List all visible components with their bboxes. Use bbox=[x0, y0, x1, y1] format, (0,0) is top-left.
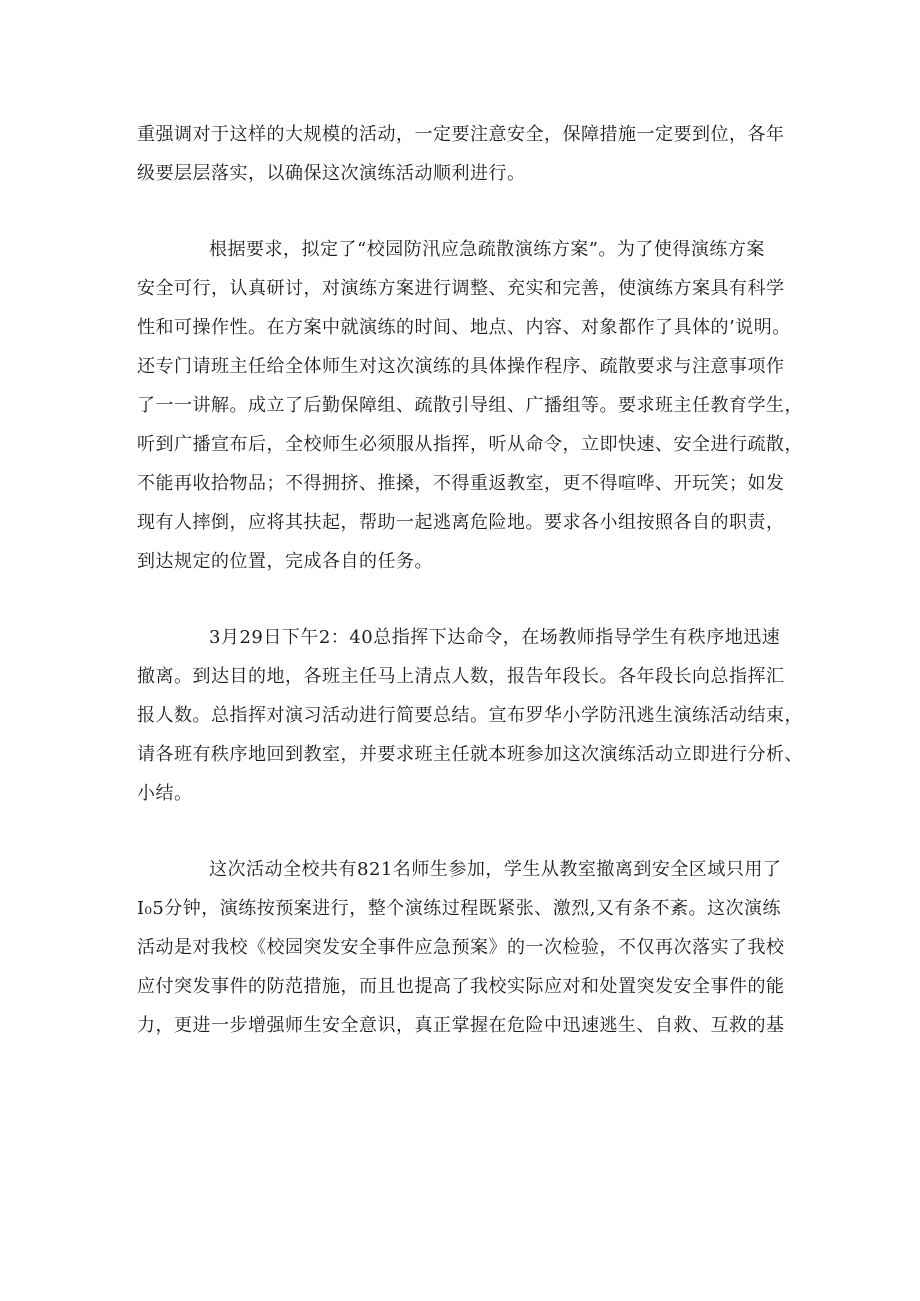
text-line: 活动是对我校《校园突发安全事件应急预案》的一次检验，不仅再次落实了我校 bbox=[137, 937, 785, 958]
paragraph-2 bbox=[137, 230, 817, 581]
text-line: 小结。 bbox=[137, 783, 193, 804]
paragraph-4 bbox=[137, 850, 817, 1045]
text-line: 请各班有秩序地回到教室，并要求班主任就本班参加这次演练活动立即进行分析、 bbox=[137, 744, 803, 765]
text-line: 级要层层落实，以确保这次演练活动顺利进行。 bbox=[137, 163, 526, 184]
text-line: 重强调对于这样的大规模的活动，一定要注意安全，保障措施一定要到位，各年 bbox=[137, 124, 785, 145]
paragraph-1 bbox=[137, 115, 817, 193]
text-line: 应付突发事件的防范措施，而且也提高了我校实际应对和处置突发安全事件的能 bbox=[137, 976, 785, 997]
text-line: 安全可行，认真研讨，对演练方案进行调整、充实和完善，使演练方案具有科学 bbox=[137, 278, 785, 299]
paragraph-3 bbox=[137, 618, 817, 813]
text-line: 听到广播宣布后，全校师生必须服从指挥，听从命令，立即快速、安全进行疏散， bbox=[137, 434, 803, 455]
text-line: 3月29日下午2：40总指挥下达命令，在场教师指导学生有秩序地迅速 bbox=[209, 627, 781, 648]
text-line: 报人数。总指挥对演习活动进行简要总结。宣布罗华小学防汛逃生演练活动结束， bbox=[137, 705, 803, 726]
text-line: 根据要求，拟定了“校园防汛应急疏散演练方案”。为了使得演练方案 bbox=[209, 239, 765, 260]
text-line: 还专门请班主任给全体师生对这次演练的具体操作程序、疏散要求与注意事项作 bbox=[137, 356, 785, 377]
text-line: 不能再收拾物品；不得拥挤、推搡，不得重返教室，更不得喧哗、开玩笑；如发 bbox=[137, 473, 785, 494]
text-line: 撤离。到达目的地，各班主任马上清点人数，报告年段长。各年段长向总指挥汇 bbox=[137, 666, 785, 687]
text-line: 了一一讲解。成立了后勤保障组、疏散引导组、广播组等。要求班主任教育学生， bbox=[137, 395, 803, 416]
text-line: 现有人摔倒，应将其扶起，帮助一起逃离危险地。要求各小组按照各自的职责， bbox=[137, 512, 785, 533]
document-body bbox=[137, 115, 817, 1045]
text-line: 力，更进一步增强师生安全意识，真正掌握在危险中迅速逃生、自救、互救的基 bbox=[137, 1015, 785, 1036]
text-line: 这次活动全校共有821名师生参加，学生从教室撤离到安全区域只用了 bbox=[209, 859, 782, 880]
text-line: 性和可操作性。在方案中就演练的时间、地点、内容、对象都作了具体的’说明。 bbox=[137, 317, 791, 338]
text-line: 到达规定的位置，完成各自的任务。 bbox=[137, 551, 433, 572]
text-line: I₀5分钟，演练按预案进行，整个演练过程既紧张、激烈,又有条不紊。这次演练 bbox=[137, 898, 781, 919]
